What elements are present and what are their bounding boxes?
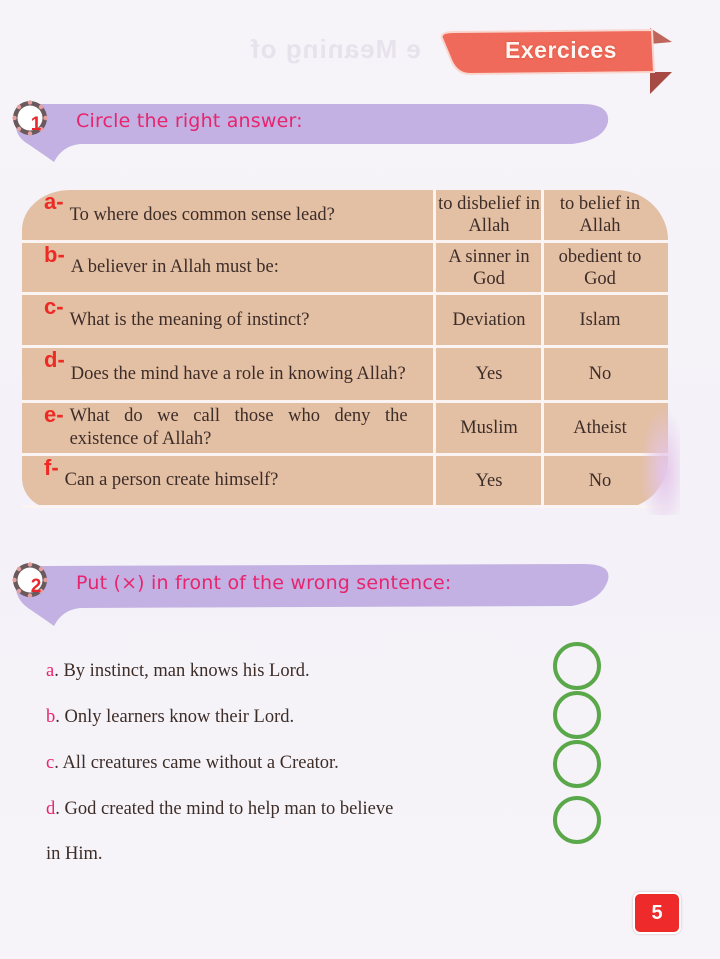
sentence-text: . All creatures came without a Creator. [54,753,339,773]
question-letter: d- [44,347,65,372]
answer-option-2[interactable]: No [588,470,612,491]
decorative-blot [640,405,680,515]
answer-circle-c[interactable] [553,740,601,788]
sentence-letter: a [46,661,55,681]
column-divider [541,190,544,508]
section-1-banner [12,100,612,150]
question-cell [44,295,444,345]
page-number-badge: 5 [633,892,681,934]
question-text: To where does common sense lead? [69,204,335,225]
question-cell [44,190,444,240]
column-divider [433,190,436,508]
table-row [22,456,668,508]
answer-circle-d[interactable] [553,796,601,844]
question-text: A believer in Allah must be: [70,257,279,277]
table-row [22,348,668,403]
question-text: Can a person create himself? [64,470,279,490]
answer-option-2[interactable]: Islam [579,310,621,330]
answer-option-2[interactable]: No [588,364,612,384]
section-2-banner [12,562,612,612]
question-text: What do we call those who deny the existence of Allah? [69,406,408,449]
question-letter: b- [44,242,65,267]
exercices-title: Exercices [505,36,617,63]
question-table [22,190,668,508]
section-instruction: Circle the right answer: [76,110,303,132]
question-letter: e- [44,402,64,427]
answer-option-1[interactable]: A sinner in God [448,246,530,289]
sentence-item [46,799,393,820]
question-cell [44,348,444,400]
sentence-text: . Only learners know their Lord. [55,707,295,727]
exercices-ribbon [440,28,672,78]
answer-circle-a[interactable] [553,642,601,690]
answer-option-1[interactable]: Deviation [452,310,526,330]
sentence-letter: c [46,753,55,773]
sentence-continuation: in Him. [46,844,103,864]
question-cell [44,243,444,292]
sentence-letter: d [46,799,56,819]
sentence-item [46,707,294,728]
sentence-text: . God created the mind to help man to believe [55,799,394,819]
sentence-item [46,753,339,774]
table-row [22,403,668,456]
answer-option-2[interactable]: Atheist [573,418,627,438]
question-letter: c- [44,294,64,319]
question-text: What is the meaning of instinct? [69,309,310,330]
answer-option-1[interactable]: Yes [475,470,503,491]
answer-option-1[interactable]: to disbelief in Allah [438,194,540,236]
question-cell [44,456,444,505]
answer-option-2[interactable]: to belief in Allah [559,194,641,236]
question-letter: f- [44,455,59,480]
sentence-item [46,661,310,682]
sentence-letter: b [46,707,56,727]
sentence-text: . By instinct, man knows his Lord. [54,661,310,681]
table-row [22,190,668,243]
question-text: Does the mind have a role in knowing Allah? [70,363,406,384]
question-cell [44,403,444,453]
answer-option-1[interactable]: Muslim [460,418,518,438]
table-row [22,243,668,295]
table-row [22,295,668,348]
answer-circle-b[interactable] [553,691,601,739]
show-through-text: e Meaning of [250,34,421,64]
section-instruction: Put (×) in front of the wrong sentence: [76,572,452,594]
section-number: 2 [30,576,42,597]
answer-option-2[interactable]: obedient to God [558,246,642,289]
answer-option-1[interactable]: Yes [475,364,503,384]
section-number: 1 [30,114,42,135]
question-letter: a- [44,189,64,214]
